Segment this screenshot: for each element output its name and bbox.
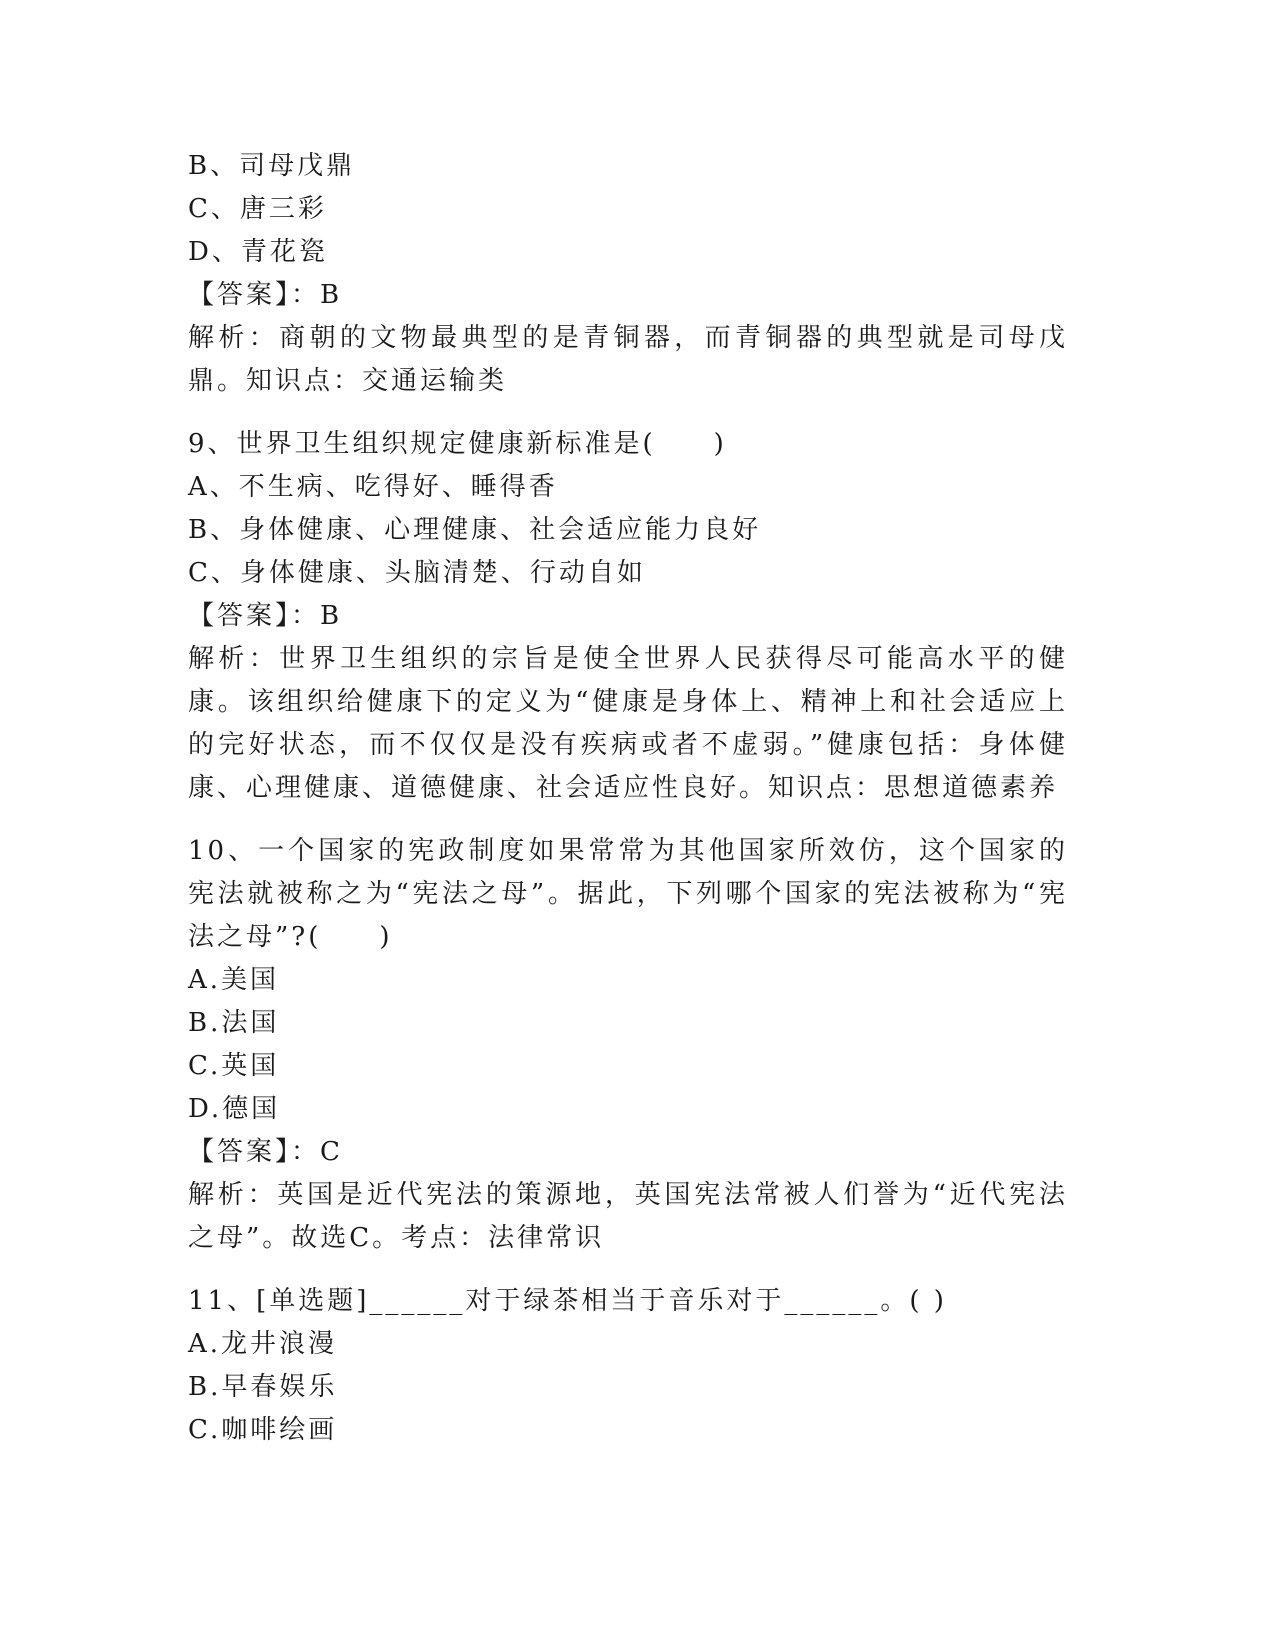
question-9-block <box>188 423 1068 810</box>
q8-option-c: C、唐三彩 <box>188 194 327 224</box>
q11-option-c: C.咖啡绘画 <box>188 1415 338 1445</box>
q10-option-d: D.德国 <box>188 1094 281 1124</box>
q10-option-b: B.法国 <box>188 1008 280 1038</box>
question-10-block <box>188 830 1068 1260</box>
q10-analysis: 解析：英国是近代宪法的策源地，英国宪法常被人们誉为“近代宪法之母”。故选C。考点：法律常识 <box>188 1180 1068 1253</box>
q10-option-c: C.英国 <box>188 1051 280 1081</box>
q9-question: 9、世界卫生组织规定健康新标准是( ) <box>188 429 727 459</box>
q11-question: 11、[单选题]______对于绿茶相当于音乐对于______。( ) <box>188 1286 947 1316</box>
q9-answer: 【答案】：B <box>188 601 343 631</box>
q8-analysis: 解析：商朝的文物最典型的是青铜器，而青铜器的典型就是司母戊鼎。知识点：交通运输类 <box>188 323 1068 396</box>
q8-option-b: B、司母戊鼎 <box>188 151 356 181</box>
q9-option-c: C、身体健康、头脑清楚、行动自如 <box>188 558 646 588</box>
question-8-block <box>188 145 1068 403</box>
q9-option-a: A、不生病、吃得好、睡得香 <box>188 472 558 502</box>
q11-option-a: A.龙井浪漫 <box>188 1329 338 1359</box>
question-11-block <box>188 1280 1068 1452</box>
q9-analysis: 解析：世界卫生组织的宗旨是使全世界人民获得尽可能高水平的健康。该组织给健康下的定义为“健康是身体上、精神上和社会适应上的完好状态，而不仅仅是没有疾病或者不虚弱。”健康包括：身体健康、心理健康、道德健康、社会适应性良好。知识点：思想道德素养 <box>188 644 1068 803</box>
q11-option-b: B.早春娱乐 <box>188 1372 338 1402</box>
q10-question: 10、一个国家的宪政制度如果常常为其他国家所效仿，这个国家的宪法就被称之为“宪法之母”。据此，下列哪个国家的宪法被称为“宪法之母”?( ) <box>188 836 1068 952</box>
q9-option-b: B、身体健康、心理健康、社会适应能力良好 <box>188 515 762 545</box>
q10-option-a: A.美国 <box>188 965 280 995</box>
q8-answer: 【答案】：B <box>188 280 343 310</box>
q10-answer: 【答案】：C <box>188 1137 343 1167</box>
document-page <box>188 145 1068 1452</box>
q8-option-d: D、青花瓷 <box>188 237 328 267</box>
